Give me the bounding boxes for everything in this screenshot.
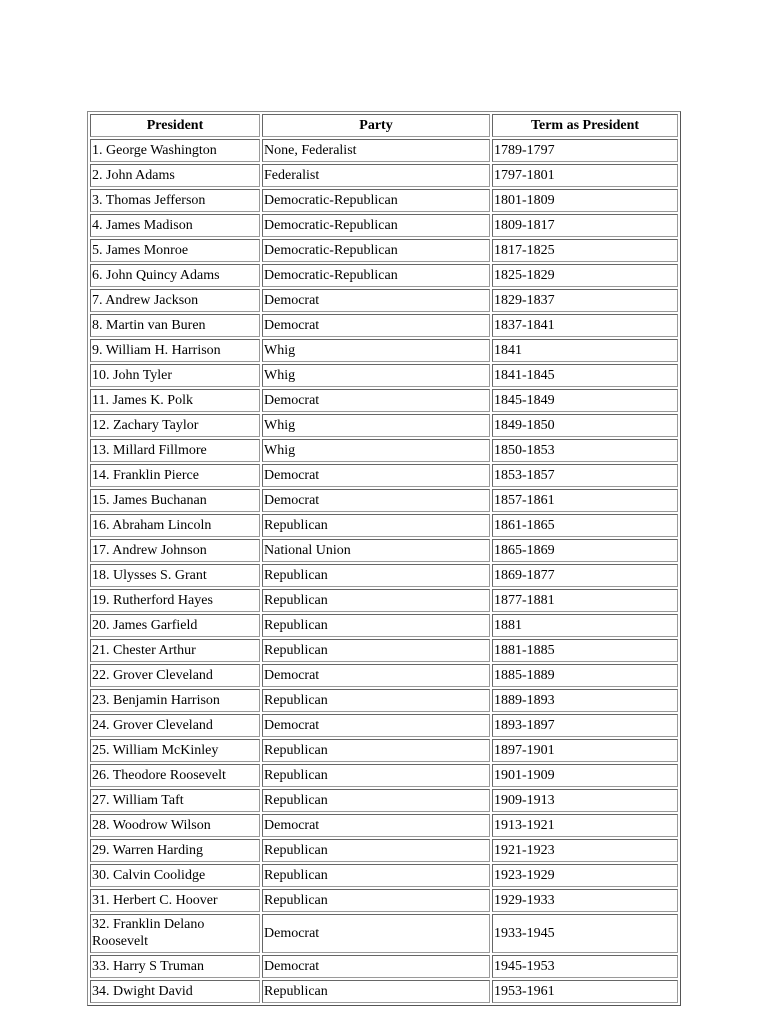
cell-party: Democrat	[262, 489, 490, 512]
cell-term: 1857-1861	[492, 489, 678, 512]
cell-term: 1921-1923	[492, 839, 678, 862]
cell-party: Federalist	[262, 164, 490, 187]
cell-term: 1849-1850	[492, 414, 678, 437]
table-row	[90, 439, 678, 462]
cell-president: 13. Millard Fillmore	[90, 439, 260, 462]
cell-party: Democrat	[262, 289, 490, 312]
cell-party: Democrat	[262, 664, 490, 687]
cell-term: 1889-1893	[492, 689, 678, 712]
cell-party: Whig	[262, 414, 490, 437]
table-row	[90, 889, 678, 912]
cell-term: 1901-1909	[492, 764, 678, 787]
cell-term: 1829-1837	[492, 289, 678, 312]
cell-term: 1923-1929	[492, 864, 678, 887]
cell-party: Republican	[262, 589, 490, 612]
cell-term: 1797-1801	[492, 164, 678, 187]
table-row	[90, 689, 678, 712]
cell-party: Democratic-Republican	[262, 214, 490, 237]
table-row	[90, 364, 678, 387]
cell-president: 32. Franklin Delano Roosevelt	[90, 914, 260, 953]
cell-term: 1841	[492, 339, 678, 362]
table-row	[90, 189, 678, 212]
cell-term: 1845-1849	[492, 389, 678, 412]
cell-party: National Union	[262, 539, 490, 562]
cell-party: Whig	[262, 439, 490, 462]
cell-term: 1861-1865	[492, 514, 678, 537]
cell-president: 5. James Monroe	[90, 239, 260, 262]
cell-party: Democrat	[262, 389, 490, 412]
cell-president: 26. Theodore Roosevelt	[90, 764, 260, 787]
cell-term: 1945-1953	[492, 955, 678, 978]
cell-party: Democratic-Republican	[262, 189, 490, 212]
table-row	[90, 814, 678, 837]
table-row	[90, 289, 678, 312]
cell-party: Republican	[262, 789, 490, 812]
cell-term: 1877-1881	[492, 589, 678, 612]
cell-party: Republican	[262, 980, 490, 1003]
cell-party: Republican	[262, 864, 490, 887]
table-row	[90, 239, 678, 262]
cell-party: Republican	[262, 689, 490, 712]
cell-president: 24. Grover Cleveland	[90, 714, 260, 737]
cell-president: 11. James K. Polk	[90, 389, 260, 412]
cell-party: Democrat	[262, 464, 490, 487]
table-row	[90, 589, 678, 612]
cell-president: 10. John Tyler	[90, 364, 260, 387]
cell-president: 9. William H. Harrison	[90, 339, 260, 362]
cell-party: Democrat	[262, 955, 490, 978]
cell-term: 1897-1901	[492, 739, 678, 762]
cell-president: 30. Calvin Coolidge	[90, 864, 260, 887]
cell-term: 1881-1885	[492, 639, 678, 662]
table-row	[90, 264, 678, 287]
cell-party: Republican	[262, 739, 490, 762]
cell-party: None, Federalist	[262, 139, 490, 162]
cell-party: Republican	[262, 564, 490, 587]
table-row	[90, 164, 678, 187]
cell-term: 1837-1841	[492, 314, 678, 337]
cell-term: 1953-1961	[492, 980, 678, 1003]
cell-president: 19. Rutherford Hayes	[90, 589, 260, 612]
cell-president: 4. James Madison	[90, 214, 260, 237]
cell-president: 33. Harry S Truman	[90, 955, 260, 978]
table-header-row	[90, 114, 678, 137]
cell-president: 21. Chester Arthur	[90, 639, 260, 662]
table-row	[90, 864, 678, 887]
cell-president: 29. Warren Harding	[90, 839, 260, 862]
cell-party: Republican	[262, 614, 490, 637]
table-row	[90, 839, 678, 862]
table-row	[90, 614, 678, 637]
cell-term: 1933-1945	[492, 914, 678, 953]
cell-term: 1825-1829	[492, 264, 678, 287]
table-row	[90, 639, 678, 662]
cell-president: 18. Ulysses S. Grant	[90, 564, 260, 587]
cell-president: 17. Andrew Johnson	[90, 539, 260, 562]
table-row	[90, 764, 678, 787]
cell-party: Republican	[262, 514, 490, 537]
cell-term: 1809-1817	[492, 214, 678, 237]
table-row	[90, 314, 678, 337]
table-row	[90, 464, 678, 487]
cell-term: 1817-1825	[492, 239, 678, 262]
presidents-table	[87, 111, 681, 1006]
table-row	[90, 714, 678, 737]
cell-president: 15. James Buchanan	[90, 489, 260, 512]
cell-term: 1865-1869	[492, 539, 678, 562]
cell-president: 23. Benjamin Harrison	[90, 689, 260, 712]
cell-term: 1881	[492, 614, 678, 637]
cell-party: Republican	[262, 639, 490, 662]
table-row	[90, 914, 678, 953]
cell-party: Democrat	[262, 714, 490, 737]
cell-term: 1869-1877	[492, 564, 678, 587]
cell-term: 1885-1889	[492, 664, 678, 687]
cell-term: 1853-1857	[492, 464, 678, 487]
table-row	[90, 539, 678, 562]
cell-term: 1913-1921	[492, 814, 678, 837]
cell-party: Democratic-Republican	[262, 264, 490, 287]
header-term: Term as President	[492, 114, 678, 137]
cell-president: 28. Woodrow Wilson	[90, 814, 260, 837]
table-row	[90, 214, 678, 237]
table-row	[90, 339, 678, 362]
cell-term: 1850-1853	[492, 439, 678, 462]
cell-term: 1841-1845	[492, 364, 678, 387]
cell-president: 8. Martin van Buren	[90, 314, 260, 337]
cell-party: Whig	[262, 339, 490, 362]
cell-party: Democrat	[262, 814, 490, 837]
table-row	[90, 739, 678, 762]
table-row	[90, 489, 678, 512]
table-row	[90, 955, 678, 978]
cell-president: 34. Dwight David	[90, 980, 260, 1003]
cell-president: 16. Abraham Lincoln	[90, 514, 260, 537]
cell-term: 1893-1897	[492, 714, 678, 737]
cell-president: 1. George Washington	[90, 139, 260, 162]
table-row	[90, 980, 678, 1003]
table-row	[90, 139, 678, 162]
cell-president: 31. Herbert C. Hoover	[90, 889, 260, 912]
cell-party: Democratic-Republican	[262, 239, 490, 262]
cell-party: Democrat	[262, 314, 490, 337]
cell-president: 3. Thomas Jefferson	[90, 189, 260, 212]
table-row	[90, 789, 678, 812]
cell-party: Republican	[262, 839, 490, 862]
cell-term: 1801-1809	[492, 189, 678, 212]
cell-term: 1789-1797	[492, 139, 678, 162]
cell-president: 20. James Garfield	[90, 614, 260, 637]
table-row	[90, 389, 678, 412]
table-row	[90, 414, 678, 437]
cell-president: 7. Andrew Jackson	[90, 289, 260, 312]
cell-president: 14. Franklin Pierce	[90, 464, 260, 487]
cell-party: Republican	[262, 764, 490, 787]
table-row	[90, 564, 678, 587]
header-president: President	[90, 114, 260, 137]
table-row	[90, 514, 678, 537]
header-party: Party	[262, 114, 490, 137]
cell-president: 25. William McKinley	[90, 739, 260, 762]
cell-president: 2. John Adams	[90, 164, 260, 187]
cell-party: Democrat	[262, 914, 490, 953]
cell-term: 1929-1933	[492, 889, 678, 912]
cell-president: 27. William Taft	[90, 789, 260, 812]
cell-party: Whig	[262, 364, 490, 387]
cell-president: 12. Zachary Taylor	[90, 414, 260, 437]
table-row	[90, 664, 678, 687]
cell-president: 22. Grover Cleveland	[90, 664, 260, 687]
table-body	[90, 139, 678, 1003]
cell-term: 1909-1913	[492, 789, 678, 812]
cell-party: Republican	[262, 889, 490, 912]
cell-president: 6. John Quincy Adams	[90, 264, 260, 287]
